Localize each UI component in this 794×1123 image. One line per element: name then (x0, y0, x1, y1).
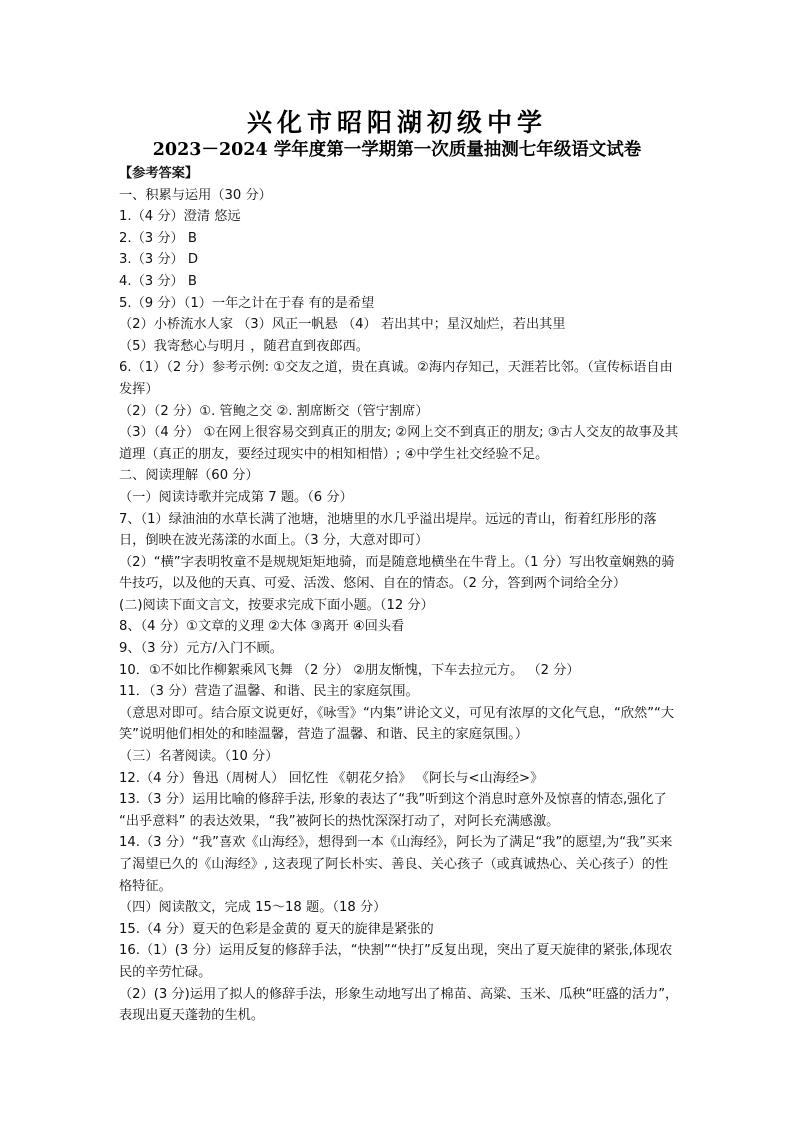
answer-q12: 12.（4 分）鲁迅（周树人） 回忆性 《朝花夕拾》 《阿长与<山海经>》 (119, 770, 544, 786)
answer-q10: 10．①不如比作柳絮乘风飞舞 （2 分） ②朋友惭愧，下车去拉元方。 （2 分） (119, 662, 580, 678)
answer-q16-part2: （2）(3 分)运用了拟人的修辞手法，形象生动地写出了棉苗、高粱、玉米、瓜秧“旺盛的活力”，表现出夏天蓬勃的生机。 (119, 986, 679, 1024)
school-name: 兴化市昭阳湖初级中学 (246, 108, 547, 137)
section-2-heading: 二、阅读理解（60 分） (119, 468, 259, 484)
answer-key-heading: 【参考答案】 (119, 166, 199, 181)
part-4-heading: （四）阅读散文，完成 15～18 题。（18 分） (119, 900, 387, 916)
part-1-heading: （一）阅读诗歌并完成第 7 题。（6 分） (119, 489, 353, 505)
part-2-heading: (二)阅读下面文言文，按要求完成下面小题。（12 分） (119, 597, 434, 613)
answer-q6-part1: 6.（1）（2 分）参考示例: ①交友之道，贵在真诚。②海内存知己，天涯若比邻。（宣传标语自由发挥） (119, 360, 673, 397)
answer-q5-part3: （5）我寄愁心与明月 ，随君直到夜郎西。 (119, 338, 369, 354)
answer-q6-part3: （3）（4 分） ①在网上很容易交到真正的朋友; ②网上交不到真正的朋友; ③古人交友的故事及其道理（真正的朋友，要经过现实中的相知相惜）; ④中学生社交经验不足。 (119, 425, 679, 462)
answer-q16-part1: 16.（1）(3 分）运用反复的修辞手法，“快割”“快打”反复出现，突出了夏天旋律的紧张,体现农民的辛劳忙碌。 (119, 943, 673, 980)
answer-q2: 2.（3 分） B (119, 230, 197, 246)
answer-q8: 8、（4 分）①文章的义理 ②大体 ③离开 ④回头看 (119, 619, 405, 635)
answer-q9: 9、（3 分）元方/入门不顾。 (119, 641, 283, 657)
answer-q11: 11．（3 分）营造了温馨、和谐、民主的家庭氛围。 (119, 684, 419, 700)
answer-q7-part2: （2）“横”字表明牧童不是规规矩矩地骑，而是随意地横坐在牛背上。（1 分）写出牧童娴熟的骑牛技巧，以及他的天真、可爱、活泼、悠闲、自在的情态。（2 分，答到两个词给全分） (119, 554, 675, 592)
answer-q14: 14.（3 分）“我”喜欢《山海经》，想得到一本《山海经》，阿长为了满足“我”的愿望,为“我”买来了渴望已久的《山海经》, 这表现了阿长朴实、善良、关心孩子（或真诚热心、关心孩子）的性格特征。 (119, 835, 673, 894)
exam-title: 2023－2024 学年度第一学期第一次质量抽测七年级语文试卷 (152, 140, 642, 160)
answer-q3: 3.（3 分） D (119, 252, 199, 268)
answer-q15: 15.（4 分）夏天的色彩是金黄的 夏天的旋律是紧张的 (119, 921, 434, 937)
answer-q1: 1.（4 分）澄清 悠远 (119, 209, 241, 225)
section-1-heading: 一、积累与运用（30 分） (119, 187, 272, 203)
answer-q13: 13.（3 分）运用比喻的修辞手法, 形象的表达了“我”听到这个消息时意外及惊喜的情态,强化了 “出乎意料” 的表达效果，“我”被阿长的热忱深深打动了，对阿长充满感激。 (119, 792, 667, 829)
answer-content (119, 163, 681, 1027)
answer-q5: 5.（9 分）（1）一年之计在于春 有的是希望 (119, 295, 375, 311)
answer-q5-part2: （2）小桥流水人家 （3）风正一帆悬 （4） 若出其中；星汉灿烂，若出其里 (119, 317, 566, 333)
answer-q4: 4.（3 分） B (119, 273, 197, 289)
answer-q11-note: （意思对即可。结合原文说更好，《咏雪》“内集”讲论文义，可见有浓厚的文化气息，“欣然”“大笑”说明他们相处的和睦温馨，营造了温馨、和谐、民主的家庭氛围。） (119, 705, 675, 743)
answer-q7-part1: 7、（1）绿油油的水草长满了池塘，池塘里的水几乎溢出堤岸。远远的青山，衔着红彤彤的落日，倒映在波光荡漾的水面上。（3 分，大意对即可） (119, 511, 657, 549)
part-3-heading: （三）名著阅读。（10 分） (119, 749, 279, 765)
answer-q6-part2: （2）（2 分）①. 管鲍之交 ②. 割席断交（管宁割席） (119, 403, 429, 419)
